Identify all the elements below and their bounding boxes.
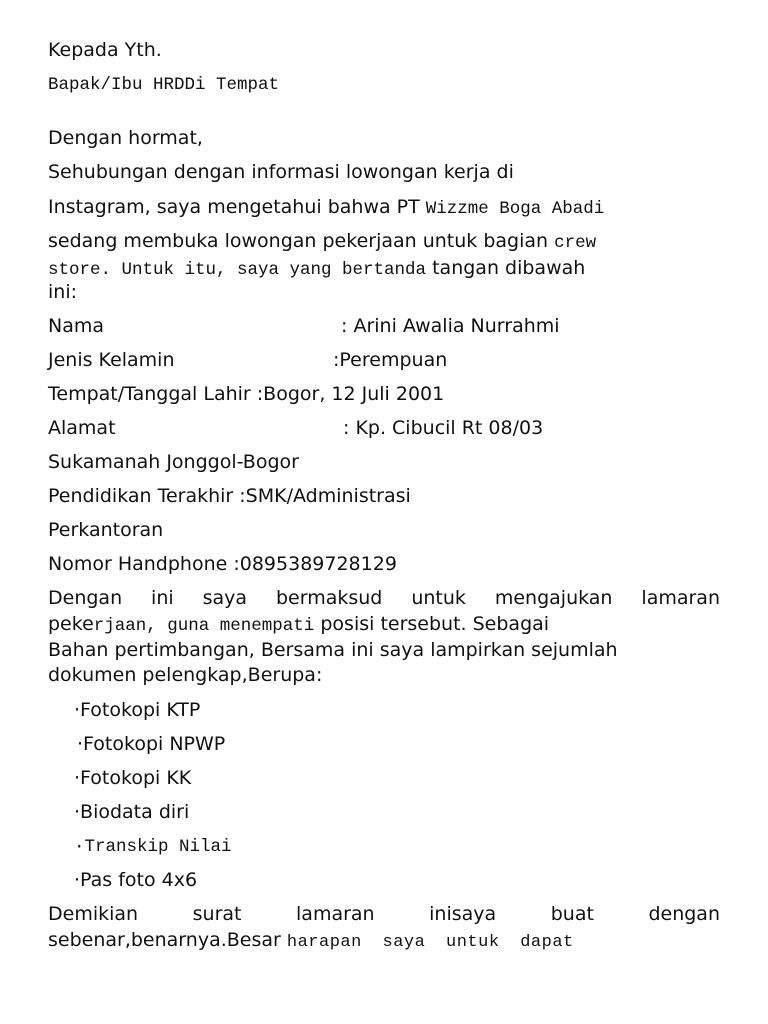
field-alamat [48,416,720,440]
body-line-4: dokumen pelengkap,Berupa: [48,664,323,686]
intro-line-3-text: sedang membuka lowongan pekerjaan untuk bagian [48,230,549,252]
attachment-item: ·Fotokopi KK [74,767,192,789]
body-line-1: Dengan ini saya bermaksud untuk mengajukan lamaran [48,587,720,609]
attachment-item: ·Pas foto 4x6 [74,869,198,891]
closing-line-1: Demikian surat lamaran inisaya buat dengan [48,903,720,925]
attachment-item: ·Biodata diri [74,801,190,823]
intro-line-4-text: store. Untuk itu, saya yang bertanda [48,260,427,280]
salutation-to: Kepada Yth. [48,39,162,61]
closing-line-2-b: harapan saya untuk dapat [286,933,574,952]
closing-line-2-a: sebenar,benarnya.Besar [48,929,281,951]
attachment-item: ·Fotokopi NPWP [77,733,226,755]
field-nama-value: : Arini Awalia Nurrahmi [341,315,560,337]
field-alamat-label: Alamat [48,417,116,439]
body-line-2-c: posisi tersebut. Sebagai [320,613,550,635]
field-pendidikan-cont: Perkantoran [48,519,164,541]
field-nama-label: Nama [48,315,105,337]
company-name: Wizzme Boga Abadi [425,199,605,219]
field-pendidikan: Pendidikan Terakhir :SMK/Administrasi [48,485,411,507]
field-nama [48,314,720,338]
body-line-2-b: rjaan, guna menempati [93,616,315,636]
intro-line-4 [48,256,720,282]
closing-line-2 [48,928,720,955]
salutation-recipient: Bapak/Ibu HRDDi Tempat [48,75,280,95]
field-hp: Nomor Handphone :0895389728129 [48,553,397,575]
body-line-2 [48,612,720,638]
body-line-3: Bahan pertimbangan, Bersama ini saya lampirkan sejumlah [48,639,618,661]
intro-line-3 [48,229,720,255]
intro-line-1: Sehubungan dengan informasi lowongan kerja di [48,161,514,183]
body-line-2-a: peke [48,613,94,635]
intro-line-2 [48,195,720,221]
field-jenis-kelamin-value: :Perempuan [333,349,448,371]
position-name: crew [554,233,597,253]
field-ttl: Tempat/Tanggal Lahir :Bogor, 12 Juli 2001 [48,383,445,405]
attachment-item: ·Fotokopi KTP [74,699,201,721]
field-jenis-kelamin [48,348,720,372]
field-alamat-cont: Sukamanah Jonggol-Bogor [48,451,299,473]
attachment-item: ·Transkip Nilai [74,837,232,857]
greeting: Dengan hormat, [48,127,203,149]
intro-line-5: ini: [48,281,78,303]
intro-line-2-text: Instagram, saya mengetahui bahwa PT [48,196,420,218]
field-jenis-kelamin-label: Jenis Kelamin [48,349,175,371]
field-alamat-value: : Kp. Cibucil Rt 08/03 [343,417,544,439]
intro-line-4-text-b: tangan dibawah [432,257,586,279]
